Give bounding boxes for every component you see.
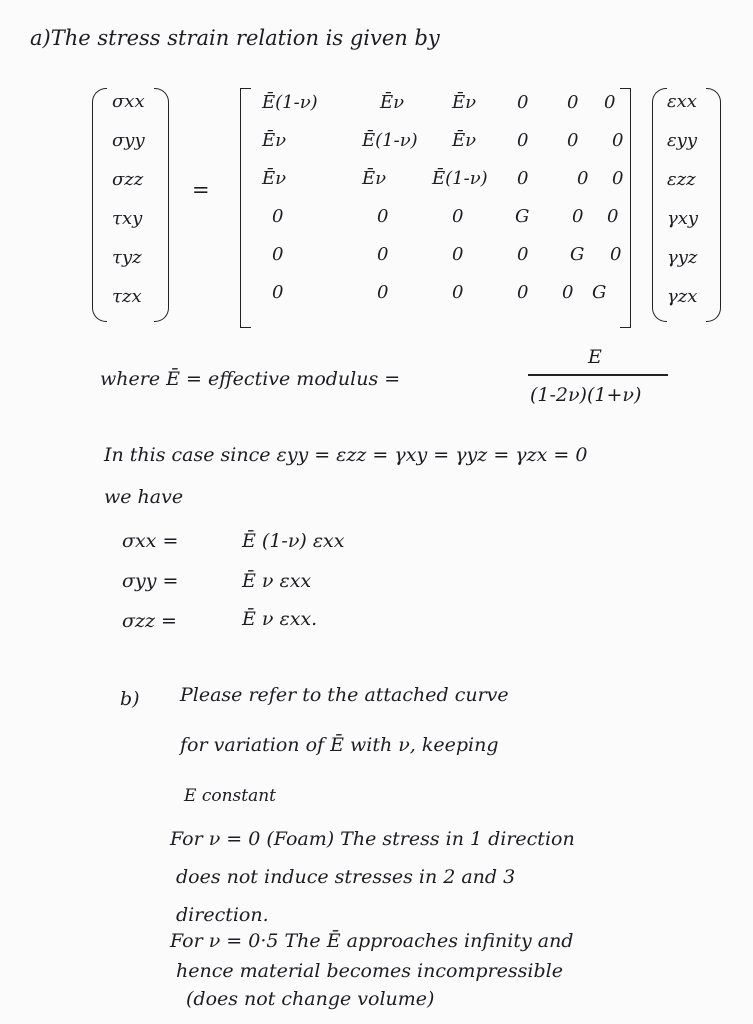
sigma-xx-label: σxx = xyxy=(122,530,179,552)
matrix-cell: Ēν xyxy=(452,130,477,151)
matrix-cell: Ē(1-ν) xyxy=(262,92,318,113)
matrix-cell: Ē(1-ν) xyxy=(432,168,488,189)
strain-component: εyy xyxy=(667,130,697,151)
matrix-cell: 0 xyxy=(567,92,579,113)
matrix-cell: 0 xyxy=(452,282,464,303)
matrix-cell: 0 xyxy=(607,206,619,227)
matrix-cell: 0 xyxy=(517,244,529,265)
part-b-line: direction. xyxy=(176,904,269,926)
matrix-cell: Ēν xyxy=(362,168,387,189)
matrix-cell: Ēν xyxy=(262,130,287,151)
part-b-line: does not induce stresses in 2 and 3 xyxy=(176,866,516,888)
stress-strain-matrix-equation xyxy=(92,82,732,342)
matrix-cell: G xyxy=(570,244,585,265)
modulus-denominator: (1-2ν)(1+ν) xyxy=(530,384,642,406)
part-a-intro: a)The stress strain relation is given by xyxy=(30,26,440,50)
matrix-cell: Ēν xyxy=(452,92,477,113)
sigma-zz-expression: Ē ν εxx. xyxy=(242,608,318,630)
strain-vector-right-brace xyxy=(706,88,721,322)
matrix-cell: 0 xyxy=(612,130,624,151)
part-b-line: E constant xyxy=(184,786,276,806)
strain-vector-left-brace xyxy=(652,88,667,322)
matrix-cell: 0 xyxy=(517,168,529,189)
matrix-cell: 0 xyxy=(272,282,284,303)
matrix-cell: 0 xyxy=(610,244,622,265)
stress-vector-left-brace xyxy=(92,88,107,322)
part-b-line: for variation of Ē with ν, keeping xyxy=(180,734,499,756)
part-b-label: b) xyxy=(120,688,140,710)
matrix-cell: G xyxy=(592,282,607,303)
stress-component: τzx xyxy=(112,286,142,307)
matrix-cell: 0 xyxy=(517,92,529,113)
matrix-cell: 0 xyxy=(572,206,584,227)
part-b-line: For ν = 0 (Foam) The stress in 1 direction xyxy=(170,828,575,850)
matrix-cell: 0 xyxy=(377,282,389,303)
strain-component: γzx xyxy=(667,286,698,307)
matrix-cell: 0 xyxy=(577,168,589,189)
strain-component: γxy xyxy=(667,208,699,229)
matrix-right-bracket xyxy=(620,88,631,328)
matrix-cell: 0 xyxy=(377,244,389,265)
part-b-line: For ν = 0·5 The Ē approaches infinity and xyxy=(170,930,574,952)
sigma-yy-expression: Ē ν εxx xyxy=(242,570,312,592)
stress-component: σxx xyxy=(112,91,145,112)
strain-component: εzz xyxy=(667,169,696,190)
matrix-left-bracket xyxy=(240,88,251,328)
matrix-cell: 0 xyxy=(517,130,529,151)
matrix-cell: 0 xyxy=(562,282,574,303)
matrix-cell: Ē(1-ν) xyxy=(362,130,418,151)
fraction-bar xyxy=(528,374,668,376)
equals-sign: = xyxy=(192,178,210,202)
part-b-line: Please refer to the attached curve xyxy=(180,684,509,706)
matrix-cell: 0 xyxy=(452,206,464,227)
matrix-cell: 0 xyxy=(272,206,284,227)
matrix-cell: Ēν xyxy=(262,168,287,189)
matrix-cell: 0 xyxy=(452,244,464,265)
we-have-label: we have xyxy=(104,486,184,508)
stress-component: τxy xyxy=(112,208,143,229)
stress-component: τyz xyxy=(112,247,142,268)
strain-vector xyxy=(667,82,698,316)
case-statement: In this case since εyy = εzz = γxy = γyz = γzx = 0 xyxy=(104,444,588,466)
sigma-yy-label: σyy = xyxy=(122,570,179,592)
stress-vector xyxy=(112,82,145,316)
matrix-cell: Ēν xyxy=(380,92,405,113)
matrix-cell: 0 xyxy=(604,92,616,113)
strain-component: γyz xyxy=(667,247,698,268)
matrix-cell: G xyxy=(515,206,530,227)
sigma-xx-expression: Ē (1-ν) εxx xyxy=(242,530,345,552)
matrix-cell: 0 xyxy=(272,244,284,265)
matrix-cell: 0 xyxy=(612,168,624,189)
stress-component: σzz xyxy=(112,169,144,190)
strain-component: εxx xyxy=(667,91,697,112)
sigma-zz-label: σzz = xyxy=(122,610,177,632)
stress-vector-right-brace xyxy=(154,88,169,322)
part-b-line: (does not change volume) xyxy=(186,988,435,1010)
modulus-numerator: E xyxy=(588,346,602,368)
part-b-line: hence material becomes incompressible xyxy=(176,960,563,982)
stress-component: σyy xyxy=(112,130,145,151)
matrix-cell: 0 xyxy=(377,206,389,227)
effective-modulus-label: where Ē = effective modulus = xyxy=(100,368,401,390)
matrix-cell: 0 xyxy=(517,282,529,303)
matrix-cell: 0 xyxy=(567,130,579,151)
